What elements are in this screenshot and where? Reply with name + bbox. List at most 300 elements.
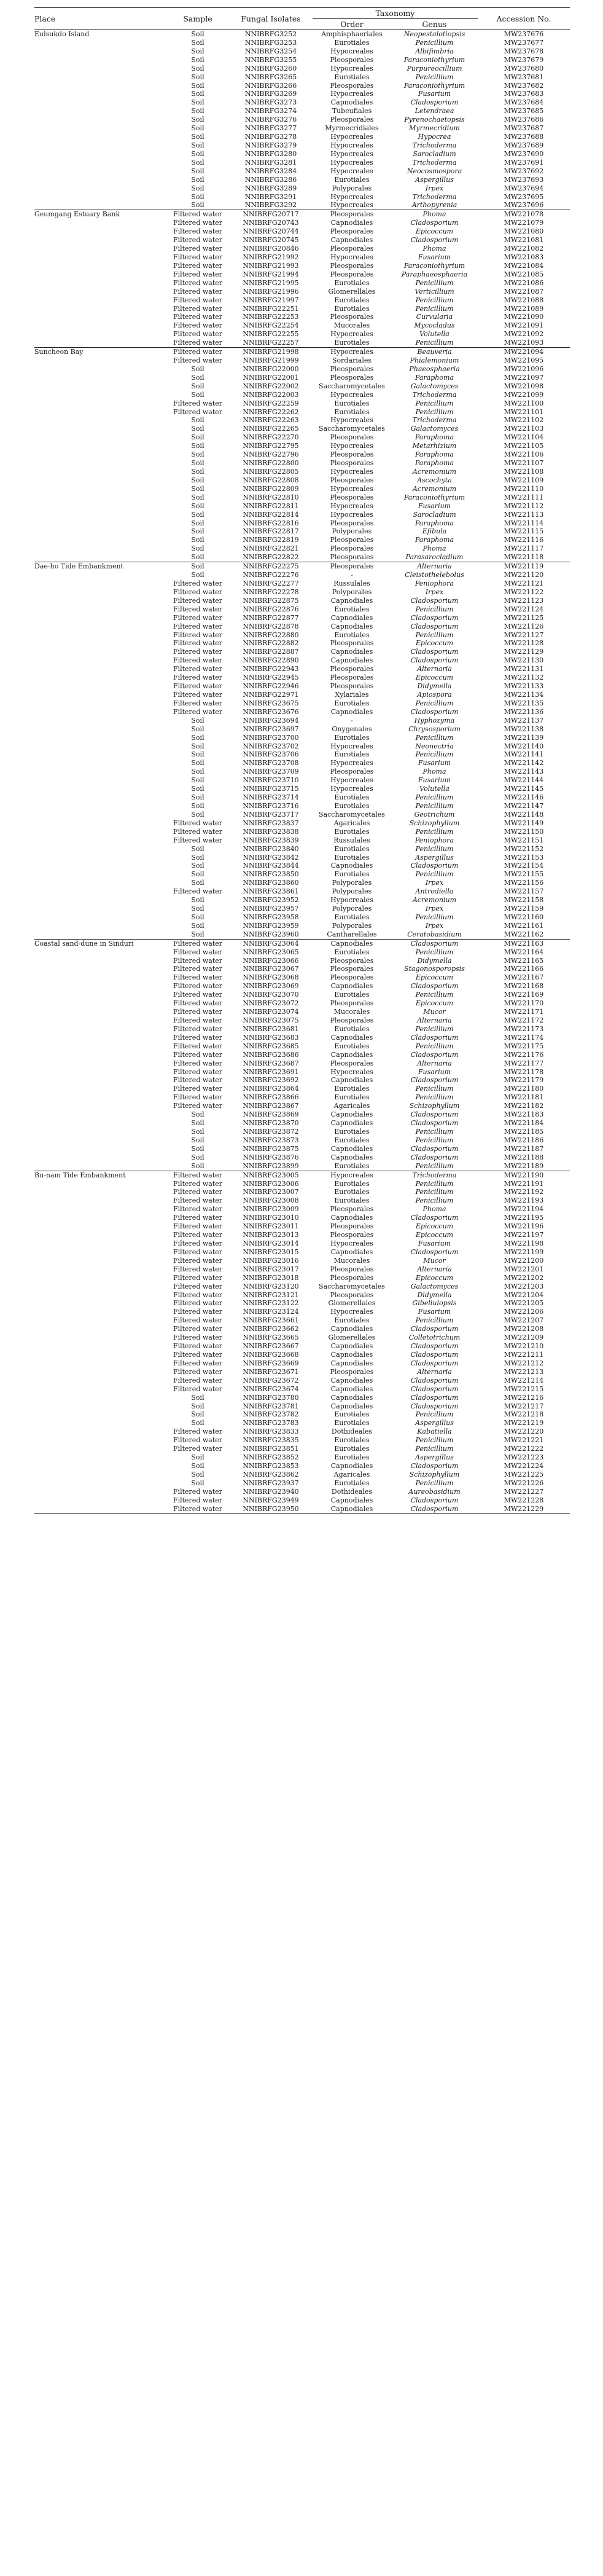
place-cell xyxy=(34,391,166,399)
isolate-id-cell: NNIBRFG22811 xyxy=(243,501,299,510)
genus-cell: Epicoccum xyxy=(415,1273,454,1282)
accession-cell: MW221095 xyxy=(504,356,544,365)
isolate-id-cell: NNIBRFG23676 xyxy=(243,707,299,716)
table-row xyxy=(34,905,570,913)
accession-cell: MW221116 xyxy=(504,536,544,544)
sample-cell: Soil xyxy=(191,536,204,544)
sample-cell: Filtered water xyxy=(173,270,223,278)
accession-cell: MW237677 xyxy=(504,38,544,47)
sample-cell: Filtered water xyxy=(173,278,223,287)
table-row xyxy=(34,107,570,116)
order-cell: Eurotiales xyxy=(334,801,370,810)
sample-cell: Soil xyxy=(191,201,204,210)
genus-cell: Cladosporium xyxy=(410,1376,459,1384)
accession-cell: MW221158 xyxy=(504,896,544,905)
accession-cell: MW221085 xyxy=(504,270,544,278)
table-row xyxy=(34,1368,570,1376)
table-row xyxy=(34,1257,570,1265)
table-row xyxy=(34,759,570,768)
accession-cell: MW221164 xyxy=(504,948,544,956)
place-cell xyxy=(34,433,166,442)
isolate-id-cell: NNIBRFG23952 xyxy=(243,896,299,905)
isolate-id-cell: NNIBRFG22251 xyxy=(243,304,299,313)
sample-cell: Filtered water xyxy=(173,1367,223,1376)
accession-cell: MW221206 xyxy=(504,1308,544,1316)
order-cell: Hypocreales xyxy=(330,510,373,519)
accession-cell: MW221125 xyxy=(504,613,544,622)
isolate-id-cell: NNIBRFG23069 xyxy=(243,982,299,991)
order-cell: Capnodiales xyxy=(330,1050,373,1059)
sample-cell: Filtered water xyxy=(173,1067,223,1076)
header-taxonomy: Taxonomy xyxy=(313,8,478,19)
place-cell xyxy=(34,1196,166,1205)
accession-cell: MW221115 xyxy=(504,527,544,536)
table-row xyxy=(34,597,570,605)
sample-cell: Soil xyxy=(191,1461,204,1470)
order-cell: Capnodiales xyxy=(330,1359,373,1367)
accession-cell: MW221197 xyxy=(504,1231,544,1239)
header-fungal-isolates: Fungal Isolates xyxy=(229,8,313,30)
isolate-id-cell: NNIBRFG3260 xyxy=(244,64,297,73)
order-cell: Pleosporales xyxy=(330,55,374,64)
genus-cell: Penicillium xyxy=(415,1316,454,1325)
sample-cell: Soil xyxy=(191,750,204,759)
sample-cell: Soil xyxy=(191,373,204,382)
genus-cell: Penicillium xyxy=(415,1161,454,1170)
order-cell: Agaricales xyxy=(333,1470,370,1478)
table-row xyxy=(34,776,570,785)
accession-cell: MW237689 xyxy=(504,141,544,149)
accession-cell: MW221148 xyxy=(504,810,544,819)
isolate-id-cell: NNIBRFG23691 xyxy=(243,1067,299,1076)
isolate-id-cell: NNIBRFG23694 xyxy=(243,716,299,724)
isolate-id-cell: NNIBRFG21999 xyxy=(243,356,299,365)
genus-cell: Penicillium xyxy=(415,278,454,287)
sample-cell: Soil xyxy=(191,768,204,776)
order-cell: Capnodiales xyxy=(330,1496,373,1504)
genus-cell: Trichoderma xyxy=(412,158,457,167)
place-cell xyxy=(34,631,166,640)
genus-cell: Penicillium xyxy=(415,296,454,304)
order-cell: Myrmecridiales xyxy=(325,124,379,133)
accession-cell: MW221181 xyxy=(504,1093,544,1102)
place-cell xyxy=(34,1034,166,1042)
isolate-id-cell: NNIBRFG20846 xyxy=(243,245,299,253)
accession-cell: MW221128 xyxy=(504,639,544,648)
place-cell xyxy=(34,1427,166,1436)
isolate-id-cell: NNIBRFG23018 xyxy=(243,1273,299,1282)
accession-cell: MW221195 xyxy=(504,1214,544,1222)
isolate-id-cell: NNIBRFG22816 xyxy=(243,519,299,527)
genus-cell: Penicillium xyxy=(415,948,454,956)
order-cell: Hypocreales xyxy=(330,47,373,55)
accession-cell: MW221217 xyxy=(504,1402,544,1410)
place-cell xyxy=(34,1205,166,1214)
place-cell xyxy=(34,1342,166,1351)
sample-cell: Soil xyxy=(191,1144,204,1153)
accession-cell: MW221196 xyxy=(504,1222,544,1231)
sample-cell: Soil xyxy=(191,510,204,519)
sample-cell: Soil xyxy=(191,184,204,192)
place-cell xyxy=(34,227,166,236)
place-cell xyxy=(34,1214,166,1222)
isolate-id-cell: NNIBRFG23875 xyxy=(243,1144,299,1153)
isolate-id-cell: NNIBRFG22945 xyxy=(243,673,299,682)
place-cell xyxy=(34,648,166,656)
table-row xyxy=(34,476,570,485)
sample-cell: Filtered water xyxy=(173,407,223,416)
order-cell: Hypocreales xyxy=(330,133,373,141)
accession-cell: MW221117 xyxy=(504,544,544,553)
genus-cell: Apiospora xyxy=(417,690,452,699)
order-cell: Eurotiales xyxy=(334,1179,370,1188)
genus-cell: Efibula xyxy=(422,527,447,536)
sample-cell: Filtered water xyxy=(166,348,229,356)
genus-cell: Phoma xyxy=(422,544,446,553)
sample-cell: Soil xyxy=(191,716,204,724)
isolate-id-cell: NNIBRFG23873 xyxy=(243,1136,299,1144)
isolate-id-cell: NNIBRFG22003 xyxy=(243,390,299,399)
sample-cell: Soil xyxy=(191,1410,204,1419)
genus-cell: Didymella xyxy=(417,956,452,965)
place-cell xyxy=(34,1265,166,1274)
genus-cell: Mucor xyxy=(423,1008,446,1016)
genus-cell: Penicillium xyxy=(415,1093,454,1102)
order-cell: Eurotiales xyxy=(334,339,370,347)
place-cell xyxy=(34,1410,166,1419)
isolate-id-cell: NNIBRFG22270 xyxy=(243,433,299,442)
table-row xyxy=(34,836,570,845)
place-cell xyxy=(34,1316,166,1325)
order-cell: Agaricales xyxy=(333,819,370,827)
place-cell xyxy=(34,1351,166,1359)
order-cell: Pleosporales xyxy=(330,1273,374,1282)
isolate-id-cell: NNIBRFG23064 xyxy=(229,939,313,948)
place-cell xyxy=(34,450,166,459)
sample-cell: Filtered water xyxy=(173,399,223,407)
genus-cell: Fusarium xyxy=(418,501,451,510)
order-cell: Capnodiales xyxy=(330,648,373,656)
table-row xyxy=(34,1008,570,1016)
sample-cell: Soil xyxy=(191,73,204,81)
place-cell xyxy=(34,991,166,999)
accession-cell: MW221225 xyxy=(504,1470,544,1478)
order-cell: Eurotiales xyxy=(334,1161,370,1170)
sample-cell: Soil xyxy=(191,844,204,853)
place-cell xyxy=(34,879,166,887)
accession-cell: MW221102 xyxy=(504,416,544,425)
place-cell xyxy=(34,811,166,819)
genus-cell: Phoma xyxy=(422,768,446,776)
sample-cell: Soil xyxy=(191,759,204,768)
accession-cell: MW221132 xyxy=(504,673,544,682)
sample-cell: Filtered water xyxy=(173,1016,223,1025)
sample-cell: Soil xyxy=(191,905,204,913)
isolate-id-cell: NNIBRFG22277 xyxy=(243,579,299,587)
genus-cell: Antrodiella xyxy=(415,887,454,896)
accession-cell: MW221192 xyxy=(504,1188,544,1196)
accession-cell: MW221096 xyxy=(504,364,544,373)
sample-cell: Soil xyxy=(191,793,204,802)
accession-cell: MW221214 xyxy=(504,1376,544,1384)
isolate-id-cell: NNIBRFG23876 xyxy=(243,1153,299,1161)
isolate-id-cell: NNIBRFG21997 xyxy=(243,296,299,304)
accession-cell: MW221191 xyxy=(504,1179,544,1188)
isolate-id-cell: NNIBRFG23667 xyxy=(243,1342,299,1351)
table-row xyxy=(34,1180,570,1188)
accession-cell: MW221089 xyxy=(504,304,544,313)
accession-cell: MW221202 xyxy=(504,1273,544,1282)
genus-cell: Didymella xyxy=(417,1290,452,1299)
sample-cell: Soil xyxy=(191,1402,204,1410)
table-row xyxy=(34,408,570,417)
isolate-id-cell: NNIBRFG23862 xyxy=(243,1470,299,1478)
genus-cell: Cladosporium xyxy=(410,1350,459,1359)
accession-cell: MW221159 xyxy=(504,905,544,913)
genus-cell: Neopestalotiopsis xyxy=(391,30,478,39)
table-row xyxy=(34,382,570,391)
place-cell xyxy=(34,408,166,417)
table-row xyxy=(34,1308,570,1316)
place-cell xyxy=(34,1359,166,1368)
table-row xyxy=(34,1162,570,1171)
isolate-id-cell: NNIBRFG23011 xyxy=(243,1222,299,1231)
order-cell: Capnodiales xyxy=(330,1350,373,1359)
isolate-id-cell: NNIBRFG23717 xyxy=(243,810,299,819)
place-cell xyxy=(34,614,166,622)
order-cell: Pleosporales xyxy=(330,493,374,501)
table-row xyxy=(34,828,570,836)
table-row xyxy=(34,802,570,811)
place-cell xyxy=(34,1136,166,1145)
order-cell: Eurotiales xyxy=(334,1436,370,1445)
sample-cell: Filtered water xyxy=(173,999,223,1008)
table-row xyxy=(34,725,570,734)
isolate-id-cell: NNIBRFG22814 xyxy=(243,510,299,519)
genus-cell: Penicillium xyxy=(415,399,454,407)
accession-cell: MW221209 xyxy=(504,1333,544,1342)
header-genus: Genus xyxy=(391,19,478,30)
table-row xyxy=(34,39,570,47)
genus-cell: Aspergillus xyxy=(415,175,454,184)
genus-cell: Penicillium xyxy=(415,1436,454,1445)
genus-cell: Cladosporium xyxy=(410,1076,459,1085)
table-row xyxy=(34,141,570,150)
isolate-id-cell: NNIBRFG23065 xyxy=(243,948,299,956)
order-cell: Eurotiales xyxy=(334,296,370,304)
accession-cell: MW221224 xyxy=(504,1461,544,1470)
sample-cell: Filtered water xyxy=(173,1024,223,1033)
table-row xyxy=(34,30,570,39)
isolate-id-cell: NNIBRFG23675 xyxy=(243,699,299,707)
genus-cell: Trichoderma xyxy=(391,1171,478,1179)
genus-cell: Schizophyllum xyxy=(409,1102,460,1110)
sample-cell: Filtered water xyxy=(173,1102,223,1110)
accession-cell: MW221193 xyxy=(504,1196,544,1205)
table-row xyxy=(34,253,570,262)
place-cell xyxy=(34,1488,166,1496)
table-row xyxy=(34,399,570,408)
accession-cell: MW221216 xyxy=(504,1393,544,1402)
isolate-id-cell: NNIBRFG23121 xyxy=(243,1290,299,1299)
genus-cell: Fusarium xyxy=(418,1239,451,1247)
genus-cell: Paraconiothyrium xyxy=(403,261,465,270)
genus-cell: Penicillium xyxy=(415,793,454,802)
isolate-id-cell: NNIBRFG21992 xyxy=(243,253,299,261)
isolate-id-cell: NNIBRFG3278 xyxy=(244,133,297,141)
accession-cell: MW221146 xyxy=(504,793,544,802)
isolate-id-cell: NNIBRFG22971 xyxy=(243,690,299,699)
accession-cell: MW221144 xyxy=(504,776,544,785)
sample-cell: Soil xyxy=(191,519,204,527)
sample-cell: Filtered water xyxy=(173,296,223,304)
table-row xyxy=(34,708,570,717)
table-row xyxy=(34,896,570,905)
sample-cell: Soil xyxy=(191,493,204,501)
place-cell xyxy=(34,896,166,905)
header-accession: Accession No. xyxy=(478,8,570,30)
sample-cell: Filtered water xyxy=(173,1496,223,1504)
place-cell xyxy=(34,330,166,339)
genus-cell: Schizophyllum xyxy=(409,1470,460,1478)
order-cell: Hypocreales xyxy=(330,785,373,793)
isolate-id-cell: NNIBRFG22946 xyxy=(243,682,299,691)
accession-cell: MW221142 xyxy=(504,759,544,768)
place-cell xyxy=(34,965,166,973)
place-cell xyxy=(34,1248,166,1257)
accession-cell: MW221211 xyxy=(504,1350,544,1359)
order-cell: Pleosporales xyxy=(330,1231,374,1239)
place-cell xyxy=(34,425,166,433)
table-row xyxy=(34,1153,570,1162)
genus-cell: Alternaria xyxy=(417,665,452,673)
accession-cell: MW221143 xyxy=(504,768,544,776)
place-cell xyxy=(34,802,166,811)
sample-cell: Filtered water xyxy=(173,236,223,245)
genus-cell: Parasarocladium xyxy=(405,553,464,562)
sample-cell: Filtered water xyxy=(173,973,223,982)
accession-cell: MW221171 xyxy=(504,1008,544,1016)
table-row xyxy=(34,1427,570,1436)
table-row xyxy=(34,176,570,184)
table-row xyxy=(34,330,570,339)
order-cell: Amphisphaeriales xyxy=(313,30,391,39)
genus-cell: Acremonium xyxy=(412,896,457,905)
table-row xyxy=(34,1145,570,1153)
genus-cell: Penicillium xyxy=(415,605,454,613)
accession-cell: MW221084 xyxy=(504,261,544,270)
place-cell xyxy=(34,47,166,56)
sample-cell: Filtered water xyxy=(166,1171,229,1179)
sample-cell: Soil xyxy=(191,141,204,149)
place-cell xyxy=(34,442,166,450)
order-cell: Capnodiales xyxy=(330,1144,373,1153)
genus-cell: Cladosporium xyxy=(410,219,459,227)
accession-cell: MW221155 xyxy=(504,870,544,879)
sample-cell: Soil xyxy=(191,913,204,921)
genus-cell: Penicillium xyxy=(415,844,454,853)
genus-cell: Myrmecridium xyxy=(409,124,460,133)
isolate-id-cell: NNIBRFG21993 xyxy=(243,261,299,270)
table-row xyxy=(34,511,570,519)
table-row xyxy=(34,982,570,991)
genus-cell: Cladosporium xyxy=(410,1144,459,1153)
genus-cell: Irpex xyxy=(425,921,444,930)
table-row xyxy=(34,579,570,588)
isolate-id-cell: NNIBRFG23072 xyxy=(243,999,299,1008)
accession-cell: MW221107 xyxy=(504,459,544,468)
genus-cell: Epicoccum xyxy=(415,999,454,1008)
order-cell: Eurotiales xyxy=(334,1024,370,1033)
sample-cell: Filtered water xyxy=(173,330,223,339)
isolate-id-cell: NNIBRFG3255 xyxy=(244,55,297,64)
place-cell xyxy=(34,725,166,734)
sample-cell: Soil xyxy=(191,175,204,184)
table-row xyxy=(34,948,570,957)
isolate-id-cell: NNIBRFG20745 xyxy=(243,236,299,245)
sample-cell: Filtered water xyxy=(173,682,223,691)
order-cell: Pleosporales xyxy=(330,476,374,484)
place-cell xyxy=(34,862,166,870)
table-row xyxy=(34,665,570,673)
sample-cell: Filtered water xyxy=(173,1214,223,1222)
table-row xyxy=(34,305,570,313)
place-cell xyxy=(34,1222,166,1231)
order-cell: Pleosporales xyxy=(330,1222,374,1231)
table-row xyxy=(34,1325,570,1333)
genus-cell: Galactomyces xyxy=(410,1282,459,1290)
place-cell xyxy=(34,459,166,468)
sample-cell: Soil xyxy=(191,544,204,553)
genus-cell: Penicillium xyxy=(415,699,454,707)
genus-cell: Cladosporium xyxy=(410,622,459,630)
accession-cell: MW221199 xyxy=(504,1247,544,1256)
sample-cell: Filtered water xyxy=(173,1076,223,1085)
isolate-id-cell: NNIBRFG23867 xyxy=(243,1102,299,1110)
sample-cell: Filtered water xyxy=(173,1179,223,1188)
isolate-id-cell: NNIBRFG3292 xyxy=(244,201,297,210)
accession-cell: MW221223 xyxy=(504,1453,544,1462)
table-row xyxy=(34,339,570,347)
isolate-id-cell: NNIBRFG23005 xyxy=(229,1171,313,1179)
table-row xyxy=(34,750,570,759)
table-row xyxy=(34,742,570,751)
accession-cell: MW221113 xyxy=(504,510,544,519)
accession-cell: MW221178 xyxy=(504,1067,544,1076)
order-cell: Pleosporales xyxy=(330,270,374,278)
isolate-id-cell: NNIBRFG23835 xyxy=(243,1436,299,1445)
sample-cell: Filtered water xyxy=(173,948,223,956)
order-cell: Capnodiales xyxy=(330,622,373,630)
isolate-id-cell: NNIBRFG23833 xyxy=(243,1427,299,1436)
order-cell: Eurotiales xyxy=(334,605,370,613)
place-cell xyxy=(34,82,166,90)
place-cell xyxy=(34,922,166,930)
sample-cell: Soil xyxy=(191,879,204,887)
place-cell xyxy=(34,339,166,347)
accession-cell: MW221185 xyxy=(504,1128,544,1136)
sample-cell: Filtered water xyxy=(173,956,223,965)
place-cell xyxy=(34,982,166,991)
accession-cell: MW221180 xyxy=(504,1085,544,1093)
order-cell: Hypocreales xyxy=(330,330,373,339)
table-row xyxy=(34,502,570,511)
accession-cell: MW221105 xyxy=(504,442,544,450)
accession-cell: MW221124 xyxy=(504,605,544,613)
sample-cell: Filtered water xyxy=(173,827,223,836)
sample-cell: Filtered water xyxy=(173,1299,223,1308)
isolate-id-cell: NNIBRFG23781 xyxy=(243,1402,299,1410)
